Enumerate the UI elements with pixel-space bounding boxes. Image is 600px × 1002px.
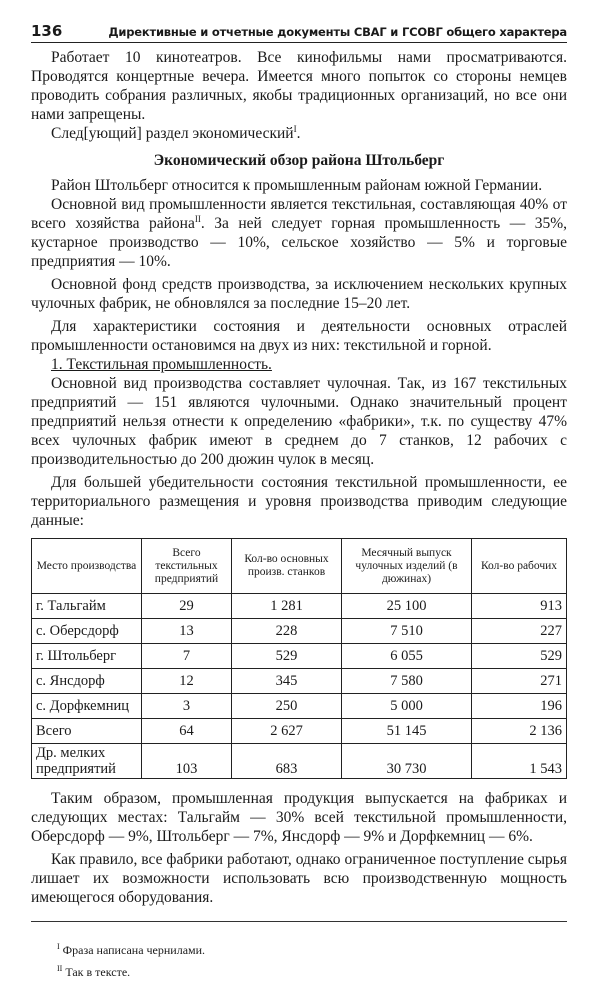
document-body	[31, 48, 567, 530]
table-header-row	[32, 539, 567, 594]
footnote-divider	[31, 921, 567, 922]
footnote	[57, 942, 567, 958]
paragraph: Основной вид производства составляет чулочная. Так, из 167 текстильных предприятий — 151 являются чулочными. Однако значительный процент предприятий нельзя отнести к определению «фабрики», т.к. по существу 47% всех чулочных фабрик имеют в среднем до 7 станков, 12 рабочих с производительностью до 200 дюжин чулок в месяц.	[31, 375, 567, 468]
section-title: Экономический обзор района Штольберг	[153, 152, 445, 169]
table-cell: 7	[142, 644, 232, 669]
column-header: Кол-во основных произв. станков	[232, 539, 342, 594]
table-cell: Всего	[32, 719, 142, 744]
table-cell: 1 543	[472, 744, 567, 779]
footnote-ref[interactable]: II	[194, 213, 201, 224]
textile-table	[31, 538, 567, 779]
footnote-mark: II	[57, 964, 63, 973]
running-title: Директивные и отчетные документы СВАГ и ГСОВГ общего характера	[108, 25, 567, 39]
footnote-mark: I	[57, 942, 60, 951]
table-row	[32, 744, 567, 779]
paragraph-text: Основной вид промышленности является текстильная, составляющая 40% от всего хозяйства района	[31, 196, 567, 232]
footnote-text: Так в тексте.	[65, 965, 131, 979]
table-cell: 196	[472, 694, 567, 719]
table-cell: 12	[142, 669, 232, 694]
table-cell: 51 145	[342, 719, 472, 744]
page-number: 136	[31, 22, 63, 40]
table-cell: г. Штольберг	[32, 644, 142, 669]
table-row	[32, 594, 567, 619]
table-cell: с. Оберсдорф	[32, 619, 142, 644]
paragraph: Работает 10 кинотеатров. Все кинофильмы нами просматриваются. Проводятся концертные вечера. Имеется много попыток со стороны немцев проводить собрания различных, якобы традиционных организаций, но все они нами запрещены.	[31, 49, 567, 123]
table-cell: 2 627	[232, 719, 342, 744]
table-cell: 6 055	[342, 644, 472, 669]
table-cell: 13	[142, 619, 232, 644]
footnote	[57, 964, 567, 980]
table-cell: 1 281	[232, 594, 342, 619]
paragraph: Как правило, все фабрики работают, однако ограниченное поступление сырья лишает их возможности использовать всю производственную мощность имеющегося оборудования.	[31, 851, 567, 906]
table-cell: 64	[142, 719, 232, 744]
footnotes	[31, 942, 567, 980]
subheading-text: 1. Текстильная промышленность.	[51, 356, 272, 373]
paragraph-text: След[ующий] раздел экономический	[51, 125, 294, 142]
document-body-continued	[31, 789, 567, 907]
table-row	[32, 719, 567, 744]
table-cell: 913	[472, 594, 567, 619]
table-row	[32, 694, 567, 719]
paragraph: Район Штольберг относится к промышленным районам южной Германии.	[51, 177, 543, 194]
table-cell: 529	[472, 644, 567, 669]
paragraph	[31, 195, 567, 271]
table-row	[32, 619, 567, 644]
table-cell: с. Янсдорф	[32, 669, 142, 694]
table-cell: 25 100	[342, 594, 472, 619]
paragraph-text: . За ней следует горная промышленность — 35%, кустарное производство — 10%, сельское хозяйство — 5% и торговые предприятия — 10%.	[31, 215, 567, 270]
paragraph: След[ующий] раздел экономический$^I$.	[51, 123, 301, 142]
column-header: Месячный выпуск чулочных изделий (в дюжинах)	[342, 539, 472, 594]
subheading	[31, 355, 567, 374]
table-row	[32, 669, 567, 694]
table-cell: 683	[232, 744, 342, 779]
table-cell: 29	[142, 594, 232, 619]
table-row	[32, 644, 567, 669]
table-cell: 228	[232, 619, 342, 644]
paragraph: Основной фонд средств производства, за исключением нескольких крупных чулочных фабрик, не обновлялся за последние 15–20 лет.	[31, 276, 567, 312]
table-cell: г. Тальгайм	[32, 594, 142, 619]
footnote-ref[interactable]: I	[293, 123, 297, 134]
table-cell: 2 136	[472, 719, 567, 744]
page	[31, 0, 567, 1002]
paragraph: Таким образом, промышленная продукция выпускается на фабриках и следующих местах: Тальгайм — 30% всей текстильной промышленности, Оберсдорф — 9%, Штольберг — 7%, Янсдорф — 9% и Дорфкемниц — 6%.	[31, 790, 567, 845]
table-cell: 7 510	[342, 619, 472, 644]
table-cell: 3	[142, 694, 232, 719]
table-body	[32, 594, 567, 779]
table-cell: 30 730	[342, 744, 472, 779]
table-cell: 7 580	[342, 669, 472, 694]
column-header: Всего текстильных предприятий	[142, 539, 232, 594]
paragraph: Для характеристики состояния и деятельности основных отраслей промышленности остановимся на двух из них: текстильной и горной.	[31, 318, 567, 354]
table-cell: 271	[472, 669, 567, 694]
table-cell: 103	[142, 744, 232, 779]
footnote-text: Фраза написана чернилами.	[62, 943, 206, 957]
column-header: Место производства	[32, 539, 142, 594]
table-cell: Др. мелких предприятий	[32, 744, 142, 779]
table-cell: с. Дорфкемниц	[32, 694, 142, 719]
table-cell: 250	[232, 694, 342, 719]
table-cell: 227	[472, 619, 567, 644]
paragraph: Для большей убедительности состояния текстильной промышленности, ее территориального размещения и уровня производства приводим следующие данные:	[31, 474, 567, 529]
running-header	[31, 18, 567, 43]
table-cell: 345	[232, 669, 342, 694]
column-header: Кол-во рабочих	[472, 539, 567, 594]
table-cell: 529	[232, 644, 342, 669]
table-cell: 5 000	[342, 694, 472, 719]
